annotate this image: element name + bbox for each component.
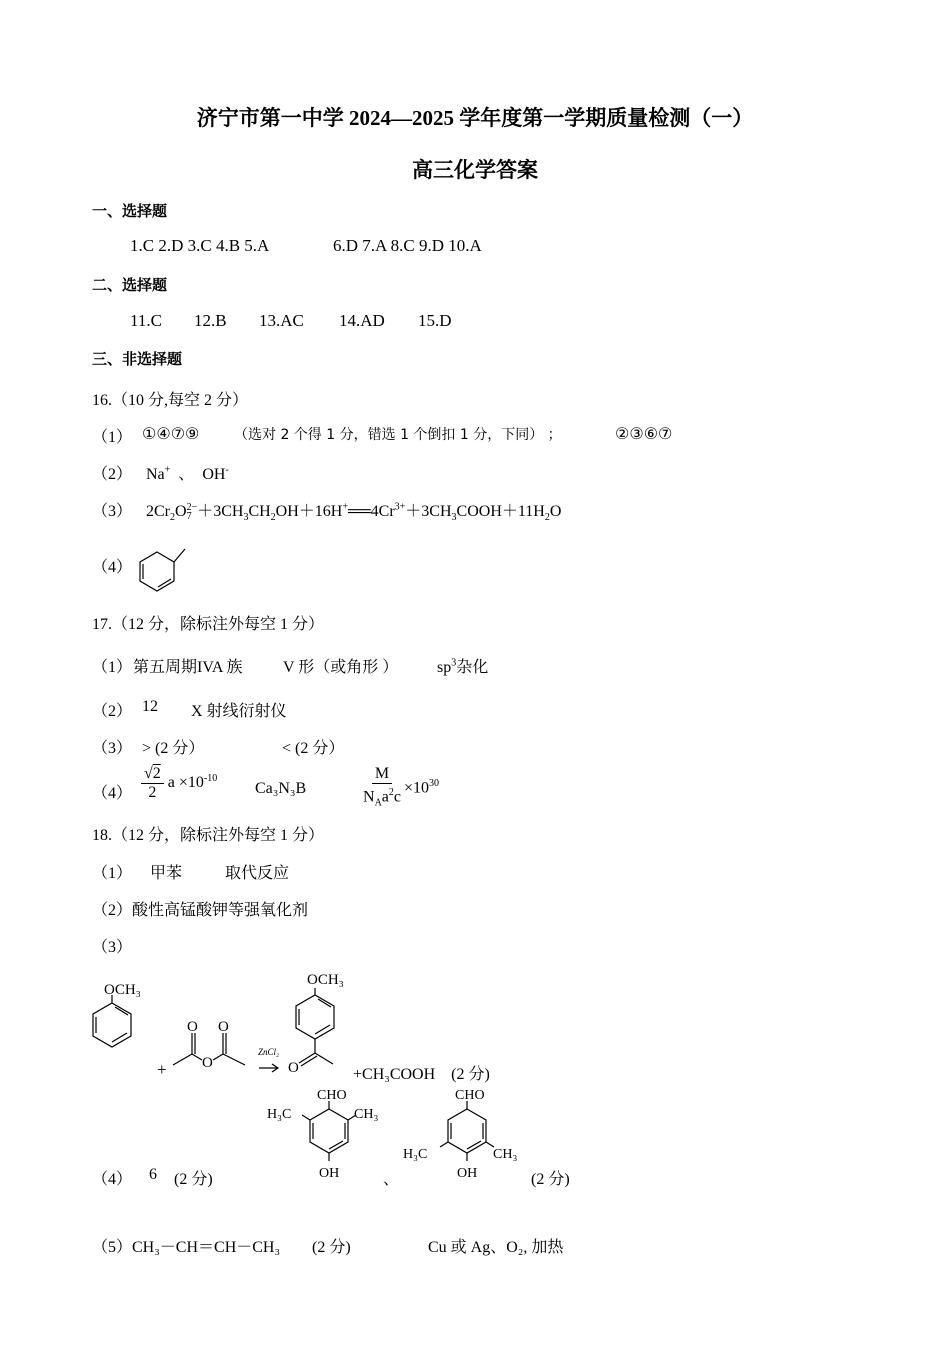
- q17-p1-b: V 形（或角形 ）: [283, 659, 399, 676]
- ketone-o: O: [288, 1060, 299, 1076]
- q17-p1-c: $sp^3$杂化: [437, 657, 489, 676]
- svg-text:CH₃: CH₃: [354, 1107, 379, 1122]
- q18-p4-a-score: (2 分): [174, 1171, 213, 1188]
- q18-p1-label: （1）: [92, 865, 133, 882]
- q17-p4-label: （4）: [92, 785, 133, 802]
- q17-header: 17.（12 分，除标注外每空 1 分）: [92, 616, 325, 633]
- svg-text:CHO: CHO: [317, 1088, 347, 1103]
- cyclohexadiene-structure: [130, 536, 190, 596]
- svg-text:OH: OH: [319, 1166, 340, 1181]
- anhydride-o1: O: [187, 1019, 198, 1035]
- q18-p1-b: 取代反应: [225, 865, 290, 882]
- q16-p3-equation: $2Cr_2O$ 2− 7 $+3CH_3CH_2OH+16H^+══4Cr^{3+}+3CH_3COOH+11H_2O$: [146, 501, 562, 524]
- q17-p2-a: 12: [142, 698, 158, 715]
- q16-p1-note: （选对 2 个得 1 分，错选 1 个倒扣 1 分，下同） ；: [234, 427, 562, 443]
- isomer-structure-2: [400, 1085, 530, 1185]
- q17-p1-a: 第五周期IVA 族: [133, 659, 243, 676]
- section3-heading: 三、非选择题: [92, 350, 183, 368]
- anhydride-o2: O: [218, 1019, 229, 1035]
- q17-p3-b: < (2 分）: [282, 740, 345, 757]
- q18-p1-a: 甲苯: [150, 865, 183, 882]
- q18-p3-label: （3）: [92, 939, 133, 956]
- q16-p2-separator: 、: [178, 466, 195, 483]
- isomer-structure-1: [262, 1085, 392, 1185]
- q18-p3-tail: +CH₃COOH (2 分): [353, 1066, 490, 1083]
- sodium-ion: Na: [146, 466, 165, 483]
- section2-answer: 13.AC: [259, 311, 304, 330]
- anhydride-bridge-o: O: [202, 1055, 213, 1071]
- reaction-plus: +: [157, 1060, 167, 1079]
- q16-p2-answer: [146, 461, 229, 484]
- svg-text:H₃C: H₃C: [403, 1147, 428, 1162]
- svg-text:CH₃: CH₃: [493, 1147, 518, 1162]
- q16-p2-label: （2）: [92, 466, 133, 483]
- q16-p1-label: （1）: [92, 429, 133, 446]
- svg-text:H₃C: H₃C: [267, 1107, 292, 1122]
- q18-p4-label: （4）: [92, 1171, 133, 1188]
- q17-p4-formula: Ca₃N₃B: [255, 780, 307, 797]
- page-title: 济宁市第一中学 2024—2025 学年度第一学期质量检测（一）: [196, 106, 754, 130]
- q18-p4-score: (2 分): [531, 1171, 570, 1188]
- page-subtitle: 高三化学答案: [412, 158, 538, 182]
- svg-text:OH: OH: [457, 1166, 478, 1181]
- q18-p4-separator: 、: [383, 1171, 400, 1188]
- product-methoxy-label: OCH₃: [307, 972, 344, 988]
- section2-answer: 14.AD: [339, 311, 385, 330]
- q17-p3-label: （3）: [92, 740, 133, 757]
- q18-p5-condition: Cu 或 Ag、O₂, 加热: [428, 1239, 564, 1256]
- section1-answers-b: 6.D 7.A 8.C 9.D 10.A: [333, 236, 482, 255]
- q17-p2-label: （2）: [92, 703, 133, 720]
- q18-p4-a: 6: [149, 1166, 157, 1183]
- catalyst-label: ZnCl₂: [258, 1047, 280, 1057]
- svg-text:CHO: CHO: [455, 1088, 485, 1103]
- q16-p1-answer2: ②③⑥⑦: [615, 426, 673, 443]
- q18-p5-text: （5）CH₃－CH＝CH－CH₃: [92, 1239, 281, 1256]
- section2-answer: 11.C: [130, 311, 162, 330]
- hydroxide-ion: OH: [202, 466, 226, 483]
- q17-p3-a: > (2 分）: [142, 740, 205, 757]
- q17-p4-expression: $\frac{√2}{2}$ $a \times 10^{-10}$: [141, 765, 217, 802]
- q17-p2-b: X 射线衍射仪: [191, 703, 287, 720]
- hydroxide-charge: -: [225, 464, 229, 476]
- q16-p3-label: （3）: [92, 503, 133, 520]
- anisole-methoxy-label: OCH₃: [104, 982, 141, 998]
- q18-header: 18.（12 分，除标注外每空 1 分）: [92, 827, 325, 844]
- q16-header: 16.（10 分,每空 2 分）: [92, 392, 249, 409]
- q17-p1-label: （1）: [92, 659, 133, 676]
- q18-p5-score: (2 分): [312, 1239, 351, 1256]
- section2-answer: 12.B: [194, 311, 227, 330]
- section1-heading: 一、选择题: [92, 202, 168, 220]
- section2-heading: 二、选择题: [92, 276, 168, 294]
- q17-p4-density: $\frac{M}{N_Aa^2c}$ $\times 10^{30}$: [363, 765, 440, 809]
- section2-answer: 15.D: [418, 311, 452, 330]
- sodium-charge: +: [164, 464, 171, 476]
- section1-answers-a: 1.C 2.D 3.C 4.B 5.A: [130, 236, 270, 255]
- q16-p1-answer: ①④⑦⑨: [142, 426, 200, 443]
- q18-p2-text: （2）酸性高锰酸钾等强氧化剂: [92, 902, 309, 919]
- q16-p4-label: （4）: [92, 559, 133, 576]
